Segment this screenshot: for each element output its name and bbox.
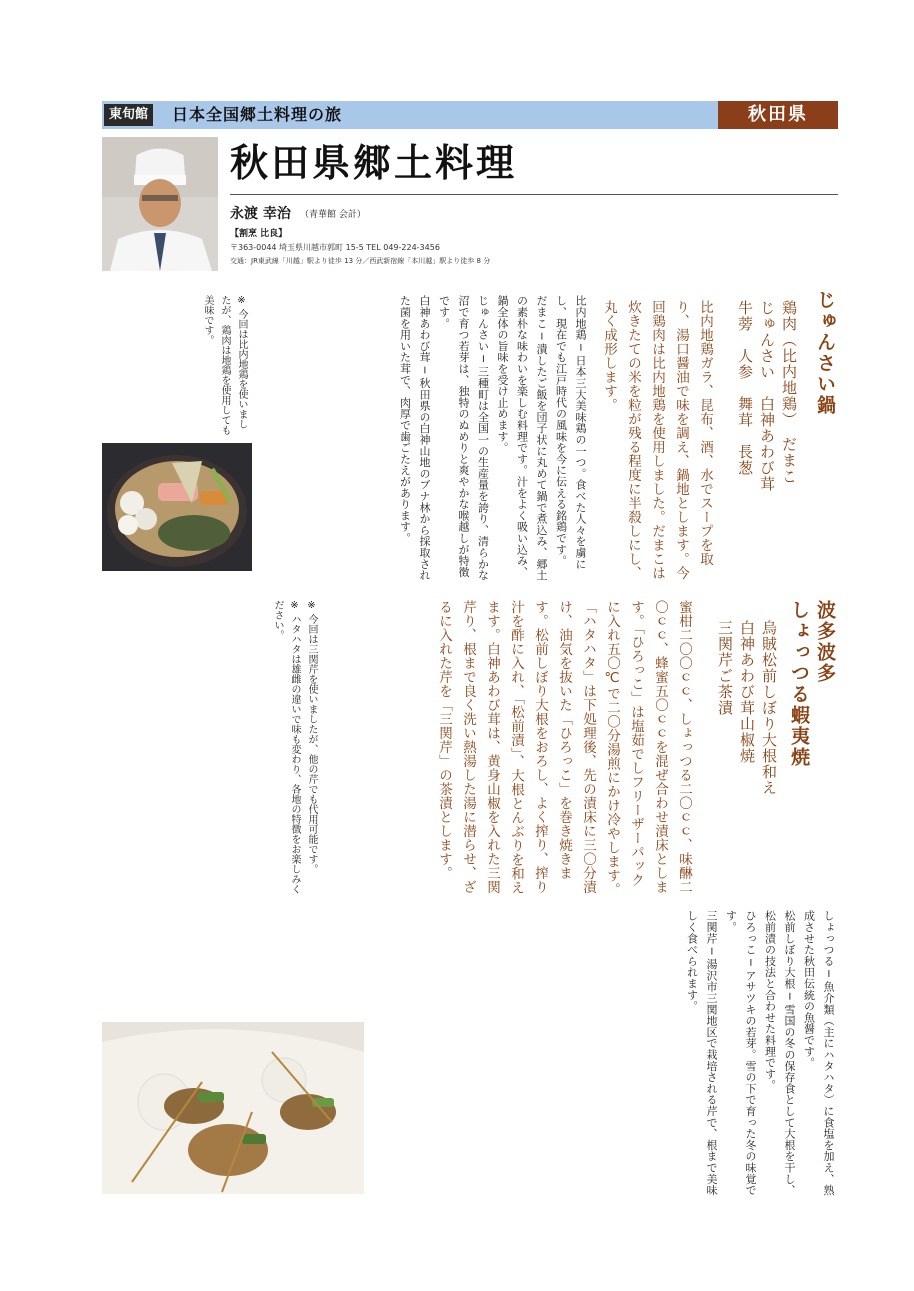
series-title: 日本全国郷土料理の旅 [172, 105, 343, 124]
prefecture-badge: 秋田県 [718, 101, 838, 129]
dish2-side-notes [110, 600, 320, 900]
dish1-recipe: 比内地鶏ガラ、昆布、酒、水でスープを取り、湯口醤油で味を調え、鍋地とします。今回鶏肉は比内地鶏を使用しました。だまこは炊きたての米を粒が残る程度に半殺しにし、丸く成形します。 [601, 300, 713, 580]
chef-photo [102, 137, 218, 271]
shop-name: 【割烹 比良】 [230, 229, 288, 239]
dish1-title: じゅんさい鍋 [814, 290, 836, 416]
dish1-note-4: 白神あわび茸 ─ 秋田県の白神山地のブナ林から採取された菌を用いた茸で、肉厚で歯ごたえがあります。 [398, 295, 431, 581]
dish2-title-line-2: しょっつる蝦夷焼 [788, 600, 810, 768]
dish2-side-note-1: ※ 今回は三関芹を使いましたが、他の芹でも代用可能です。 [306, 600, 317, 875]
dish2-note-1: しょっつる ─ 魚介類（主にハタハタ）に食塩を加え、熟成させた秋田伝統の魚醤です。 [802, 910, 835, 1196]
shop-access: 交通：JR東武線「川越」駅より徒歩 13 分／西武新宿線「本川越」駅より徒歩 8 分 [230, 257, 491, 265]
dish1-note-3: じゅんさい ─ 三種町は全国一の生産量を誇り、清らかな沼で育つ若芽は、独特のぬめりと爽やかな喉越しが特徴です。 [437, 295, 490, 581]
dish2-note-4: 三関芹 ─ 湯沢市三関地区で栽培される芹で、根まで美味しく食べられます。 [685, 910, 718, 1196]
dish1-side-notes [110, 295, 250, 435]
shop-address: 〒363-0044 埼玉県川越市郭町 15-5 TEL 049-224-3456 [230, 243, 440, 252]
dish2-recipe: 蜜柑二〇〇ｃｃ、しょっつる二〇ｃｃ、味醂二〇ｃｃ、蜂蜜五〇ｃｃを混ぜ合わせ漬床とします。「ひろっこ」は塩茹でしフリーザーパックに入れ五〇℃で二〇分湯煎にかけ冷やします。「ハタハタ」は下処理後、先の漬床に三〇分漬け、油気を抜いた「ひろっこ」を巻き焼きます。松前しぼり大根をおろし、よく搾り、搾り汁を酢に入れ、「松前漬」、大根とんぶりを和えます。白神あわび茸は、黄身山椒を入れた三関芹り、根まで良く洗い熱湯した湯に潜らせ、ざるに入れた芹を「三関芹」の茶漬とします。 [436, 600, 692, 897]
series-tag: 東旬館 [104, 104, 153, 126]
hatahata-photo [102, 1022, 364, 1194]
dish1-notes [265, 295, 590, 585]
dish1-ingredient-3: 牛蒡 人参 舞茸 長葱 [736, 300, 754, 476]
dish2-ingredients [700, 620, 780, 900]
dish1-side-note-1: ※ 今回は比内地鶏を使いましたが、鶏肉は地鶏を使用しても美味です。 [202, 295, 247, 435]
dish2-ingredient-2: 白神あわび茸山椒焼 [738, 620, 756, 764]
title-rule [230, 194, 838, 195]
dish2-title [784, 600, 838, 900]
dish2-note-2: 松前しぼり大根 ─ 雪国の冬の保存食として大根を干し、松前漬の技法と合わせた料理です。 [763, 910, 796, 1196]
dish2-notes [372, 910, 838, 1200]
dish1-ingredient-2: じゅんさい 白神あわび茸 [758, 300, 776, 492]
chef-name: 永渡 幸治 [230, 206, 291, 222]
dish2-title-line-1: 波多波多 [814, 600, 836, 684]
dish1-ingredient-1: 鶏肉（比内地鶏） だまこ [780, 300, 798, 485]
dish1-note-1: 比内地鶏 ─ 日本三大美味鶏の一つ。食べた人々を虜にし、現在でも江戸時代の風味を今に伝える銘鶏です。 [554, 295, 587, 570]
chef-role: （青華館 会計） [300, 210, 366, 220]
dish2-side-note-2: ※ ハタハタは雄雌の違いで味も変わり、各地の特徴をお楽しみください。 [272, 600, 300, 895]
dish2-ingredient-1: 烏賊松前しぼり大根和え [760, 620, 778, 796]
dish2-ingredient-3: 三関芹ご茶漬 [716, 620, 734, 716]
dish1-ingredients [722, 300, 800, 590]
page-title: 秋田県郷土料理 [230, 140, 518, 185]
dish1-note-2: だまこ ─ 潰したご飯を団子状に丸めて鍋で煮込み、郷土の素朴な味わいを楽しむ料理です。汁をよく吸い込み、鍋全体の旨味を受け止めます。 [496, 295, 548, 581]
dish2-note-3: ひろっこ ─ アサツキの若芽。雪の下で育った冬の味覚です。 [724, 910, 757, 1196]
nabe-photo [102, 443, 252, 571]
